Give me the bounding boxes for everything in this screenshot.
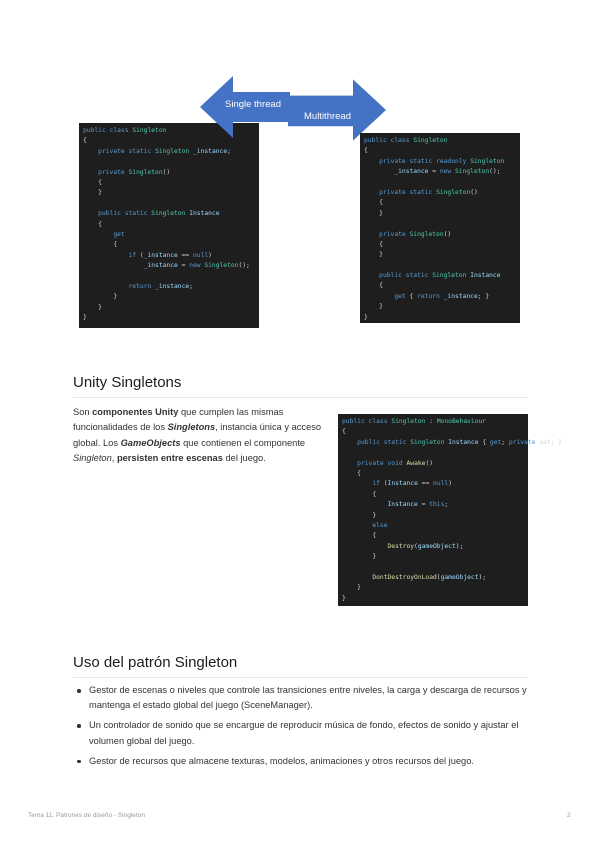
code-line: get [113, 230, 125, 238]
footer-title: Tema 11. Patrones de diseño - Singleton [28, 812, 145, 819]
text: , [111, 453, 117, 464]
code-line: } [83, 293, 118, 301]
code-line: { [83, 137, 87, 145]
list-item: Gestor de recursos que almacene texturas, modelos, animaciones y otros recursos del juego. [73, 754, 535, 769]
unity-paragraph [73, 405, 323, 467]
code-line: { [83, 241, 118, 249]
code-line: get { return _instance; } [394, 292, 490, 300]
code-line: public static Singleton Instance { get; private set; } [357, 438, 562, 446]
code-line: } [342, 594, 346, 602]
code-line: } [342, 584, 361, 592]
code-line: } [364, 303, 383, 311]
list-item: Un controlador de sonido que se encargue de reproducir música de fondo, efectos de sonido y ajustar el volumen global del juego. [73, 718, 535, 748]
code-line: } [364, 313, 368, 321]
code-line: Destroy(gameObject); [387, 542, 464, 550]
arrow-right-label: Multithread [304, 111, 351, 122]
code-line: } [83, 189, 102, 197]
code-line: private static readonly Singleton [379, 157, 505, 165]
code-line: if (Instance == null) [372, 480, 453, 488]
code-line [83, 199, 255, 209]
emphasis-singleton: Singleton [73, 453, 112, 464]
code-line: public class Singleton [83, 127, 167, 134]
emphasis-singletons: Singletons [167, 422, 216, 433]
code-line: { [83, 178, 102, 186]
code-line: public class Singleton : MonoBehaviour [342, 418, 487, 425]
code-line: { [342, 469, 361, 477]
code-line [342, 562, 524, 572]
code-line: Instance = this; [387, 501, 449, 509]
page-number: 2 [567, 812, 571, 819]
code-line: public static Singleton Instance [98, 210, 220, 218]
divider [73, 397, 528, 398]
code-line: if (_instance == null) [128, 251, 212, 259]
text: Son [73, 407, 93, 417]
code-line: _instance = new Singleton(); [394, 168, 501, 176]
code-line [364, 261, 516, 271]
code-figure-single-thread [79, 123, 259, 328]
code-line: { [364, 240, 383, 248]
emphasis-gameobjects: GameObjects [120, 437, 181, 448]
code-line [83, 157, 255, 167]
arrow-left-label: Single thread [225, 99, 281, 110]
code-line [364, 219, 516, 229]
code-line: { [364, 282, 383, 290]
code-line: public class Singleton [364, 137, 448, 144]
code-line: private static Singleton _instance; [98, 147, 231, 155]
code-line: _instance = new Singleton(); [143, 262, 250, 270]
code-line: } [364, 209, 383, 217]
section-heading-unity-singletons: Unity Singletons [73, 374, 182, 391]
code-line: { [364, 199, 383, 207]
emphasis-components: componentes Unity [92, 407, 179, 417]
text: del juego. [222, 453, 266, 464]
code-line: { [342, 428, 346, 436]
code-line: public static Singleton Instance [379, 272, 501, 280]
divider [73, 677, 528, 678]
code-line: } [342, 553, 377, 561]
code-line: DontDestroyOnLoad(gameObject); [372, 573, 487, 581]
code-line [364, 178, 516, 188]
code-line: { [342, 532, 377, 540]
code-line: private Singleton() [98, 168, 171, 176]
code-figure-multithread [360, 133, 520, 323]
code-figure-unity-singleton [338, 414, 562, 606]
code-line: return _instance; [128, 282, 193, 290]
code-line: { [364, 147, 368, 155]
code-line: { [83, 220, 102, 228]
code-line [83, 271, 255, 281]
text: , instancia única y acceso global. Los [73, 422, 322, 448]
uso-list [73, 683, 535, 774]
code-line: private Singleton() [379, 230, 452, 238]
arrow-right-shape [288, 79, 386, 140]
code-line: private static Singleton() [379, 188, 478, 196]
section-heading-uso: Uso del patrón Singleton [73, 654, 238, 671]
code-line: } [83, 314, 87, 322]
code-line: } [342, 511, 377, 519]
text: que cumplen las mismas funcionalidades de los [73, 407, 284, 433]
code-line: } [364, 251, 383, 259]
code-line: else [372, 521, 388, 529]
code-line: private void Awake() [357, 459, 434, 467]
list-item: Gestor de escenas o niveles que controle las transiciones entre niveles, la carga y descarga de recursos y mantenga el estado global del juego (SceneManager). [73, 683, 535, 713]
code-line: { [342, 490, 377, 498]
text: que contienen el componente [180, 437, 306, 448]
emphasis-persist: persisten entre escenas [116, 453, 223, 464]
code-line: } [83, 303, 102, 311]
code-line [342, 448, 524, 458]
